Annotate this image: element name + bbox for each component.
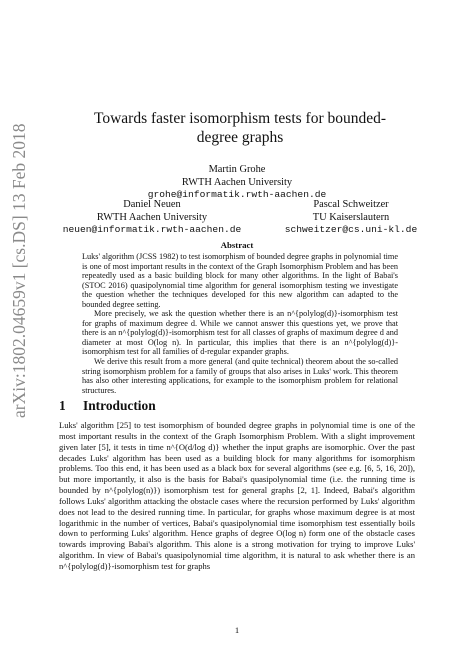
abstract-paragraph: More precisely, we ask the question whether there is an n^{polylog(d)}-isomorphism test for graphs of maximum degree d. While we cannot answer this questions yet, we prove that there is an n^{polylog(d)}-isomorphism test for all classes of graphs of maximum degree d and diameter at most O(log n). In particular, this implies that there is an n^{polylog(d)}-isomorphism test for all families of d-regular expander graphs. [82,309,398,357]
author-affiliation: RWTH Aachen University [181,176,293,188]
author-block-2 [47,199,257,237]
introduction-body [59,420,415,572]
section-number: 1 [59,398,66,413]
paper-title: Towards faster isomorphism tests for bounded-degree graphs [93,110,387,146]
abstract-heading: Abstract [220,240,254,250]
author-block-3 [246,199,456,237]
body-paragraph: Luks' algorithm [25] to test isomorphism of bounded degree graphs in polynomial time is one of the most important results in the context of the Graph Isomorphism Problem. With a slight improvement given later [5], it tests in time n^{O(d/log d)} whether the input graphs are isomorphic. Over the past decades Luks' algorithm has been used as a building block for many algorithms for isomorphism problems. Too this end, it has been used as a black box for several algorithms (see e.g. [6, 5, 16, 20]), but more importantly, it also is the basis for Babai's quasipolynomial time (i.e. the running time is bounded by n^{polylog(n)}) isomorphism test for general graphs [2, 1]. Indeed, Babai's algorithm follows Luks' algorithm attacking the obstacle cases where the recursion performed by Luks' algorithm does not lead to the desired running time. In particular, for graphs whose maximum degree is at most logarithmic in the number of vertices, Babai's quasipolynomial time isomorphism test essentially boils down to performing Luks' algorithm. Hence graphs of degree O(log n) form one of the obstacle cases towards improving Babai's algorithm. This alone is a strong motivation for trying to improve Luks' algorithm. In view of Babai's quasipolynomial time algorithm, it is natural to ask whether there is an n^{polylog(d)}-isomorphism test for graphs [59,420,415,571]
abstract-text [82,252,398,395]
author-name: Pascal Schweitzer [313,199,389,210]
author-block-1 [137,164,337,202]
section-title: Introduction [83,398,156,413]
arxiv-identifier-stamp: arXiv:1802.04659v1 [cs.DS] 13 Feb 2018 [9,123,29,418]
abstract-paragraph: We derive this result from a more general (and quite technical) theorem about the so-called string isomorphism problem for a family of groups that also arises in Luks' work. This theorem has also other interesting applications, for example to the isomorphism problem for relational structures. [82,357,398,395]
abstract-paragraph: Luks' algorithm (JCSS 1982) to test isomorphism of bounded degree graphs in polynomial time is one of most important results in the context of the Graph Isomorphism Problem and has been repeatedly used as a basic building block for many other algorithms. In the light of Babai's (STOC 2016) quasipolynomial time algorithm for general isomorphism testing we investigate the question whether the techniques developed for this new algorithm can adapted to the bounded degree setting. [82,252,398,309]
section-heading-introduction [59,398,156,414]
author-email: schweitzer@cs.uni-kl.de [284,224,418,235]
author-email: grohe@informatik.rwth-aachen.de [147,189,327,200]
page-number: 1 [234,625,240,635]
author-name: Martin Grohe [208,164,266,175]
author-affiliation: RWTH Aachen University [96,211,208,223]
author-affiliation: TU Kaiserslautern [312,211,390,223]
author-email: neuen@informatik.rwth-aachen.de [62,224,242,235]
author-name: Daniel Neuen [123,199,181,210]
